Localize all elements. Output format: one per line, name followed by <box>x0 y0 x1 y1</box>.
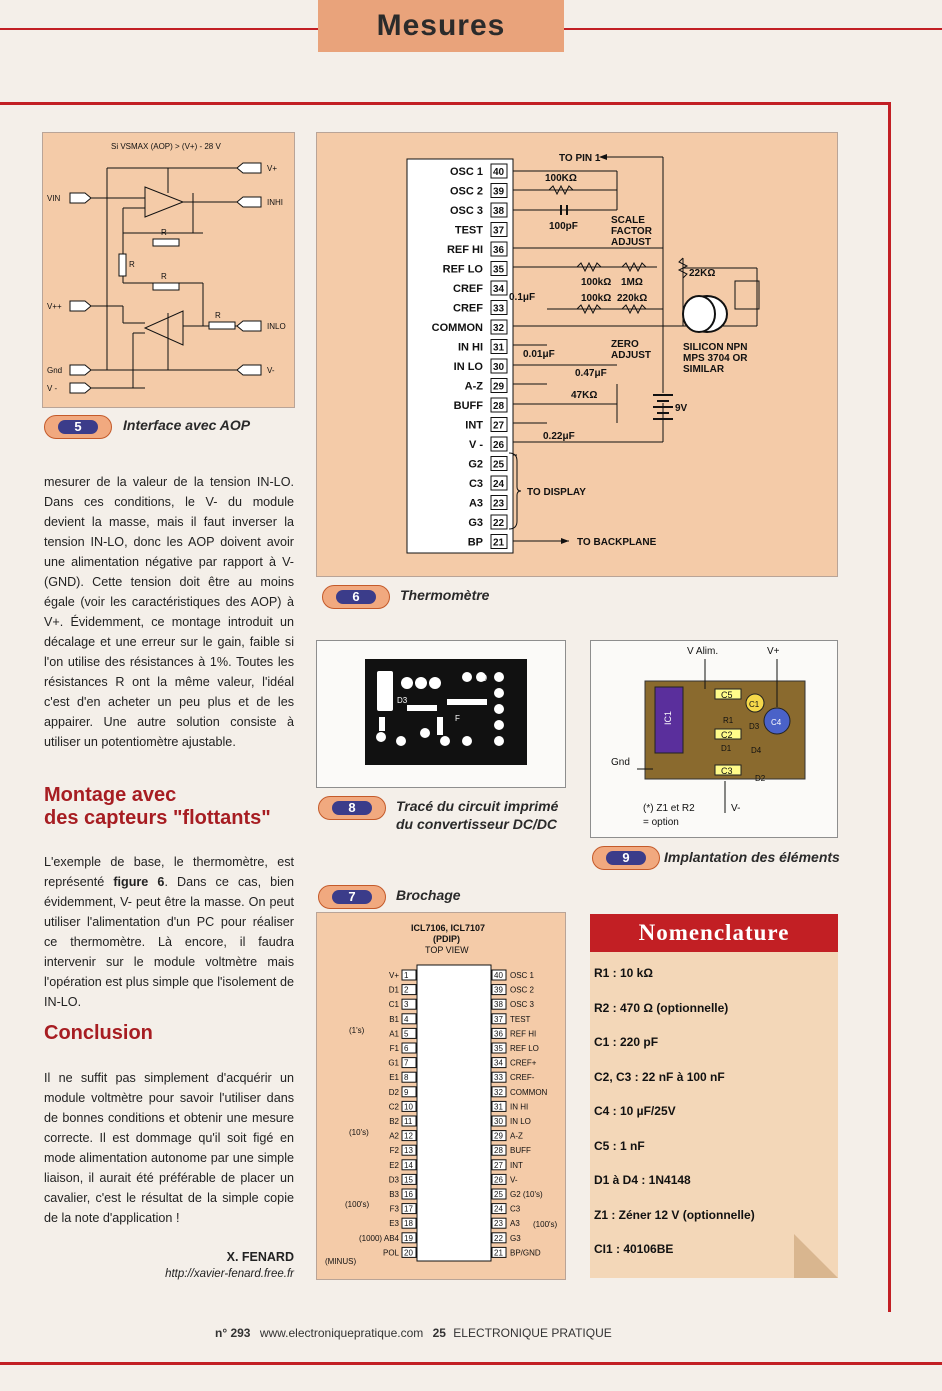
fig6-pin-number: 22 <box>493 518 505 529</box>
fig7-left-pin-label: D1 <box>388 985 399 995</box>
fig6-pin-number: 32 <box>493 323 505 334</box>
fig6-pin-label: C3 <box>468 478 483 490</box>
paragraph-3: Il ne suffit pas simplement d'acquérir un module voltmètre pour savoir l'utiliser dans de bonnes conditions et obtenir une mesure correcte. Il est dommage qu'il soit figé en mode alimentation autonome par une simple liaison, il aurait été préférable de placer un cavalier, c'est le résultat de la simple copie de la note d'application ! <box>44 1071 294 1225</box>
figure-5-schematic <box>43 133 294 407</box>
fig9-c2: C2 <box>721 730 733 740</box>
fig5-r-label-1: R <box>161 228 167 237</box>
fig5-r-label-2: R <box>129 260 135 269</box>
footer-issue: n° 293 <box>215 1326 251 1340</box>
fig7-left-pin-number: 4 <box>404 1014 409 1024</box>
fig7-left-pin-number: 1 <box>404 971 409 980</box>
paragraph-2-a: L'exemple de base, le thermomètre, est représenté <box>44 855 294 889</box>
fig6-pin-label: V - <box>468 439 483 451</box>
fig7-title-2: (PDIP) <box>433 934 460 944</box>
fig7-right-pin-label: REF HI <box>510 1029 537 1039</box>
fig6-pin-number: 29 <box>493 381 505 393</box>
fig9-gnd: Gnd <box>611 757 630 768</box>
fig9-c1: C1 <box>749 700 760 709</box>
fig7-group-hundreds: (100's) <box>345 1200 370 1209</box>
fig7-left-pin-number: 3 <box>404 1000 409 1010</box>
nomenclature-item: C4 : 10 µF/25V <box>594 1104 676 1118</box>
nomenclature-title: Nomenclature <box>590 914 838 952</box>
fig7-right-pin-number: 32 <box>494 1087 503 1097</box>
fig9-d4: D4 <box>751 746 762 755</box>
resistor-r2 <box>119 254 126 276</box>
fig7-right-pin-number: 25 <box>494 1190 503 1199</box>
vin-terminal <box>70 193 91 203</box>
fig6-pin-number: 35 <box>493 264 505 276</box>
fig7-right-pin-label: G2 (10's) <box>510 1190 543 1199</box>
fig8-pcb-d3: D3 <box>397 696 408 705</box>
fig7-left-pin-number: 12 <box>404 1131 413 1141</box>
fig6-pin-label: REF HI <box>446 244 483 256</box>
figure-6-schematic <box>317 133 837 576</box>
fig6-pin-label: BP <box>467 536 483 549</box>
author-name: X. FENARD <box>226 1250 294 1264</box>
fig7-left-pin-label: F3 <box>389 1204 399 1214</box>
fig6-pin-number: 38 <box>493 206 505 217</box>
fig7-right-pin-number: 28 <box>494 1146 503 1156</box>
nomenclature-item: C5 : 1 nF <box>594 1138 645 1153</box>
fig6-to-pin1: TO PIN 1 <box>559 153 601 164</box>
fig7-left-pin-label: F2 <box>389 1146 399 1156</box>
fig7-group-tens: (10's) <box>349 1128 369 1137</box>
figure-8-number: 8 <box>332 801 372 815</box>
frame-bottom <box>0 1362 942 1365</box>
fig7-left-pin-number: 6 <box>404 1044 409 1053</box>
fig9-d1: D1 <box>721 744 732 753</box>
fig7-left-pin-number: 11 <box>404 1117 413 1126</box>
fig7-right-pin-number: 40 <box>494 971 503 980</box>
figure-8-caption-line2: du convertisseur DC/DC <box>396 816 558 832</box>
resistor-r4 <box>209 322 235 329</box>
fig7-left-pin-number: 17 <box>404 1204 413 1214</box>
fig7-right-pin-label: CREF- <box>510 1073 535 1083</box>
heading-conclusion: Conclusion <box>44 1022 153 1044</box>
fig6-pin-number: 23 <box>493 498 505 510</box>
opamp-2 <box>145 311 183 345</box>
fig9-c3: C3 <box>721 766 733 776</box>
section-title: Mesures <box>376 9 506 42</box>
fig6-zero-2: ADJUST <box>611 350 652 361</box>
nomenclature-item: R2 : 470 Ω (optionnelle) <box>594 1000 729 1015</box>
fig7-left-pin-number: 7 <box>404 1058 409 1068</box>
fig6-pin-label: CREF <box>453 302 483 315</box>
fig7-left-pin-number: 14 <box>404 1160 413 1170</box>
fig7-left-pin-label: (1000) AB4 <box>358 1233 399 1243</box>
fig6-pin-label: IN LO <box>453 361 483 373</box>
fig6-r22k: 22KΩ <box>689 268 716 279</box>
paragraph-2 <box>44 852 294 1012</box>
fig6-pin-number: 21 <box>493 537 505 549</box>
fig6-to-backplane: TO BACKPLANE <box>577 537 657 548</box>
fig6-c022: 0.22μF <box>543 431 575 442</box>
fig6-r220k: 220kΩ <box>617 293 648 304</box>
fig6-r100k: 100KΩ <box>545 173 577 184</box>
fig6-npn-2: MPS 3704 OR <box>683 353 748 364</box>
nomenclature-item: C1 : 220 pF <box>594 1035 659 1049</box>
fig7-right-pin-number: 29 <box>494 1131 503 1141</box>
fig7-left-pin-number: 5 <box>404 1029 409 1039</box>
fig6-pin-label: OSC 2 <box>449 185 483 198</box>
fig9-ic1: IC1 <box>663 710 673 725</box>
figure-6-caption: Thermomètre <box>400 587 490 603</box>
pdip-package <box>417 965 491 1261</box>
fig7-left-pin-number: 20 <box>404 1248 413 1258</box>
nomenclature-fold <box>794 1234 838 1278</box>
figure-6-box <box>316 132 838 577</box>
fig6-zero-1: ZERO <box>611 339 639 350</box>
fig6-pin-label: A3 <box>468 497 483 510</box>
fig6-scale-1: SCALE <box>611 215 645 226</box>
fig7-right-pin-number: 37 <box>494 1014 503 1024</box>
figure-6-badge <box>322 585 390 609</box>
fig7-right-pin-label: C3 <box>510 1204 521 1214</box>
fig7-left-pin-label: A2 <box>389 1131 399 1141</box>
figure-5-box <box>42 132 295 408</box>
fig7-left-pin-label: G1 <box>388 1058 399 1068</box>
fig7-left-pin-number: 10 <box>404 1102 413 1112</box>
fig9-note-2: = option <box>643 817 679 828</box>
fig9-c4: C4 <box>771 718 782 727</box>
fig5-vpp: V++ <box>47 302 62 311</box>
figure-5-number: 5 <box>58 420 98 434</box>
fig7-right-pin-label: BUFF <box>510 1146 531 1156</box>
fig7-left-pin-number: 19 <box>404 1233 413 1243</box>
fig6-c001: 0.01μF <box>523 349 555 360</box>
figure-8-badge <box>318 796 386 820</box>
fig6-npn-3: SIMILAR <box>683 364 725 375</box>
fig7-left-pin-number: 16 <box>404 1190 413 1199</box>
fig7-right-pin-number: 26 <box>494 1175 503 1185</box>
fig7-left-pin-label: C1 <box>388 1000 399 1010</box>
inhi-terminal <box>237 197 261 207</box>
figure-8-caption <box>396 797 558 833</box>
fig6-pin-label: TEST <box>454 224 483 237</box>
fig6-pin-number: 33 <box>493 303 505 315</box>
nomenclature-item: D1 à D4 : 1N4148 <box>594 1173 691 1187</box>
fig6-scale-3: ADJUST <box>611 237 652 248</box>
figure-8-pcb <box>317 641 565 787</box>
fig7-right-pin-label: INT <box>510 1160 523 1170</box>
fig7-right-pin-label: A-Z <box>510 1131 523 1141</box>
figure-9-layout <box>591 641 837 837</box>
fig8-pcb-f: F <box>455 714 460 723</box>
fig5-top-label: Si VSMAX (AOP) > (V+) - 28 V <box>111 142 221 151</box>
fig7-left-pin-number: 2 <box>404 985 409 995</box>
fig6-pin-number: 36 <box>493 245 505 256</box>
fig7-group-minus: (MINUS) <box>325 1257 357 1266</box>
fig7-right-pin-label: COMMON <box>510 1087 548 1097</box>
fig7-right-pin-number: 31 <box>494 1102 503 1112</box>
fig7-left-pin-label: D2 <box>388 1087 399 1097</box>
fig7-right-pin-label: IN LO <box>510 1117 531 1126</box>
fig5-inlo: INLO <box>267 322 286 331</box>
fig7-left-pin-number: 13 <box>404 1146 413 1156</box>
fig9-vplus: V+ <box>767 646 780 657</box>
fig7-right-pin-number: 22 <box>494 1233 503 1243</box>
figure-8-box <box>316 640 566 788</box>
fig9-c5: C5 <box>721 690 733 700</box>
fig7-right-pin-label: OSC 3 <box>510 1000 535 1010</box>
figure-6-reference[interactable]: figure 6 <box>113 875 165 889</box>
resistor-r1 <box>153 239 179 246</box>
fig9-d3: D3 <box>749 722 760 731</box>
fig9-r1: R1 <box>723 716 734 725</box>
heading-montage-line1: Montage avec <box>44 784 177 806</box>
fig5-r-label-4: R <box>215 311 221 320</box>
fig7-right-pin-label: CREF+ <box>510 1058 537 1068</box>
fig6-r1m: 1MΩ <box>621 277 643 288</box>
fig6-c100p: 100pF <box>549 221 578 232</box>
heading-montage <box>44 784 294 830</box>
figure-9-box <box>590 640 838 838</box>
fig6-pin-number: 25 <box>493 459 505 471</box>
gnd-terminal <box>70 365 91 375</box>
fig5-vminus-in: V - <box>47 384 58 393</box>
inlo-terminal <box>237 321 261 331</box>
fig7-right-pin-label: IN HI <box>510 1102 529 1112</box>
header-rule-right <box>564 28 942 30</box>
footer-page: 25 <box>432 1326 446 1340</box>
fig7-right-pin-label: A3 <box>510 1219 520 1229</box>
vpp-terminal <box>70 301 91 311</box>
fig7-right-pin-number: 38 <box>494 1000 503 1010</box>
nomenclature-item: CI1 : 40106BE <box>594 1242 674 1256</box>
fig7-right-pin-label: V- <box>510 1175 518 1185</box>
fig9-d2: D2 <box>755 774 766 783</box>
resistor-r3 <box>153 283 179 290</box>
fig7-left-pin-label: F1 <box>389 1044 399 1053</box>
fig7-left-pin-label: C2 <box>388 1102 399 1112</box>
fig6-9v: 9V <box>675 403 688 414</box>
fig7-right-pin-label: TEST <box>510 1014 531 1024</box>
heading-montage-line2: des capteurs "flottants" <box>44 807 271 829</box>
figure-9-number: 9 <box>606 851 646 865</box>
fig7-left-pin-number: 9 <box>404 1087 409 1097</box>
icl7106-chip <box>407 159 513 553</box>
fig6-pin-number: 39 <box>493 186 505 198</box>
fig7-right-pin-label: BP/GND <box>510 1248 541 1258</box>
fig6-p100k-2: 100kΩ <box>581 293 612 304</box>
fig7-left-pin-label: V+ <box>388 971 399 980</box>
opamp-1 <box>145 187 183 217</box>
fig7-left-pin-label: E2 <box>389 1160 399 1170</box>
fig6-pin-label: INT <box>465 419 483 432</box>
footer <box>215 1326 612 1340</box>
fig7-title-1: ICL7106, ICL7107 <box>411 923 486 933</box>
fig6-pin-label: A-Z <box>464 380 483 393</box>
fig6-pin-label: G2 <box>468 458 483 471</box>
fig6-pin-label: CREF <box>453 283 483 295</box>
fig7-left-pin-label: A1 <box>389 1029 399 1039</box>
fig7-left-pin-label: E3 <box>389 1219 399 1229</box>
fig8-pcb-label: 20 <box>477 673 488 683</box>
figure-6-number: 6 <box>336 590 376 604</box>
figure-7-number: 7 <box>332 890 372 904</box>
vplus-terminal <box>237 163 261 173</box>
fig7-right-pin-number: 23 <box>494 1219 503 1229</box>
fig5-vin: VIN <box>47 194 61 203</box>
fig7-title-3: TOP VIEW <box>425 945 469 955</box>
fig5-r-label-3: R <box>161 272 167 281</box>
fig7-right-pin-label: OSC 1 <box>510 971 535 980</box>
fig7-left-pin-number: 8 <box>404 1073 409 1083</box>
fig7-group-ones: (1's) <box>349 1026 365 1035</box>
fig6-pin-label: OSC 1 <box>449 166 483 178</box>
fig6-pin-number: 31 <box>493 342 505 354</box>
fig7-group-hundreds-right: (100's) <box>533 1220 558 1229</box>
fig6-c01: 0.1μF <box>509 292 536 303</box>
fig7-right-pin-number: 39 <box>494 985 503 995</box>
fig6-to-display: TO DISPLAY <box>527 487 586 498</box>
paragraph-1: mesurer de la valeur de la tension IN-LO. Dans ces conditions, le V- du module devient la masse, mais il faut inverser la tension IN-LO, donc les AOP doivent avoir une alimentation négative par rapport à V-(GND). Cette tension doit être au moins égale (voir les caractéristiques des AOP) à V+. Évidemment, ce montage introduit un décalage et une erreur sur le gain, faible si l'on utilise des résistances à 1%. Toutes les résistances R ont la même valeur, l'idéal c'est d'en acheter un peu plus et de les appairer. Une autre solution consiste à utiliser un potentiomètre ajustable. <box>44 475 294 749</box>
fig5-vplus: V+ <box>267 164 278 173</box>
fig6-p100k: 100kΩ <box>581 277 612 288</box>
fig7-left-pin-label: POL <box>382 1248 399 1258</box>
fig7-left-pin-label: D3 <box>388 1175 399 1185</box>
nomenclature-item: Z1 : Zéner 12 V (optionnelle) <box>594 1207 755 1222</box>
fig6-pin-label: IN HI <box>457 341 483 354</box>
nomenclature-item: C2, C3 : 22 nF à 100 nF <box>594 1069 725 1084</box>
fig7-left-pin-label: B2 <box>389 1117 399 1126</box>
header-rule-left <box>0 28 318 30</box>
fig7-right-pin-number: 24 <box>494 1204 503 1214</box>
figure-5-caption: Interface avec AOP <box>123 417 251 433</box>
fig7-right-pin-number: 34 <box>494 1058 503 1068</box>
fig6-pin-label: REF LO <box>442 263 483 276</box>
fig7-right-pin-number: 30 <box>494 1117 503 1126</box>
frame-top <box>0 102 890 105</box>
fig6-pin-number: 26 <box>493 440 505 451</box>
fig9-valim: V Alim. <box>687 646 719 657</box>
fig7-right-pin-number: 35 <box>494 1044 503 1053</box>
fig6-pin-number: 40 <box>493 167 505 178</box>
figure-7-pinout <box>317 913 565 1279</box>
fig7-left-pin-label: B1 <box>389 1014 399 1024</box>
fig7-right-pin-label: OSC 2 <box>510 985 535 995</box>
figure-9-badge <box>592 846 660 870</box>
author-url[interactable]: http://xavier-fenard.free.fr <box>165 1268 294 1280</box>
fig7-right-pin-label: REF LO <box>510 1044 539 1053</box>
fig5-vminus-out: V- <box>267 366 275 375</box>
figure-7-badge <box>318 885 386 909</box>
fig7-left-pin-label: E1 <box>389 1073 399 1083</box>
figure-8-caption-line1: Tracé du circuit imprimé <box>396 798 559 814</box>
vminus-in-terminal <box>70 383 91 393</box>
fig7-right-pin-number: 36 <box>494 1029 503 1039</box>
footer-magazine: ELECTRONIQUE PRATIQUE <box>453 1326 612 1340</box>
fig6-pin-label: G3 <box>468 517 483 529</box>
vminus-out-terminal <box>237 365 261 375</box>
fig6-npn-1: SILICON NPN <box>683 342 748 353</box>
frame-right <box>888 102 891 1312</box>
fig6-c047: 0.47μF <box>575 368 607 379</box>
fig6-pin-label: OSC 3 <box>449 205 483 217</box>
fig6-r47k: 47KΩ <box>571 390 598 401</box>
fig6-pin-number: 30 <box>493 362 505 373</box>
fig6-pin-number: 37 <box>493 225 505 237</box>
figure-7-caption: Brochage <box>396 887 461 903</box>
fig7-right-pin-number: 21 <box>494 1248 503 1258</box>
fig7-left-pin-number: 18 <box>404 1219 413 1229</box>
fig7-right-pin-number: 27 <box>494 1160 503 1170</box>
fig7-left-pin-label: B3 <box>389 1190 399 1199</box>
footer-website[interactable]: www.electroniquepratique.com <box>259 1326 424 1340</box>
fig6-pin-number: 34 <box>493 284 505 295</box>
fig6-pin-label: BUFF <box>453 400 483 412</box>
nomenclature-item: R1 : 10 kΩ <box>594 966 653 980</box>
fig7-left-pin-number: 15 <box>404 1175 413 1185</box>
fig7-right-pin-label: G3 <box>510 1233 521 1243</box>
figure-7-box <box>316 912 566 1280</box>
fig6-pin-number: 27 <box>493 420 505 432</box>
section-title-tab <box>318 0 564 52</box>
fig6-pin-number: 24 <box>493 479 505 490</box>
fig6-pin-number: 28 <box>493 401 505 412</box>
fig6-scale-2: FACTOR <box>611 226 652 237</box>
paragraph-2-b: . Dans ce cas, bien évidemment, V- peut être la masse. On peut utiliser l'alimentation d'un PC pour réaliser ce thermomètre. Là encore, il faudra intervenir sur le module voltmètre mais l'opération est plus simple que l'isolement de IN-LO. <box>44 875 294 1009</box>
figure-9-caption: Implantation des éléments <box>664 849 840 865</box>
fig9-note-1: (*) Z1 et R2 <box>643 803 695 814</box>
fig5-inhi: INHI <box>267 198 283 207</box>
fig6-pin-label: COMMON <box>431 322 483 334</box>
fig7-right-pin-number: 33 <box>494 1073 503 1083</box>
fig9-vminus: V- <box>731 803 741 814</box>
fig5-gnd: Gnd <box>47 366 63 375</box>
figure-5-badge <box>44 415 112 439</box>
